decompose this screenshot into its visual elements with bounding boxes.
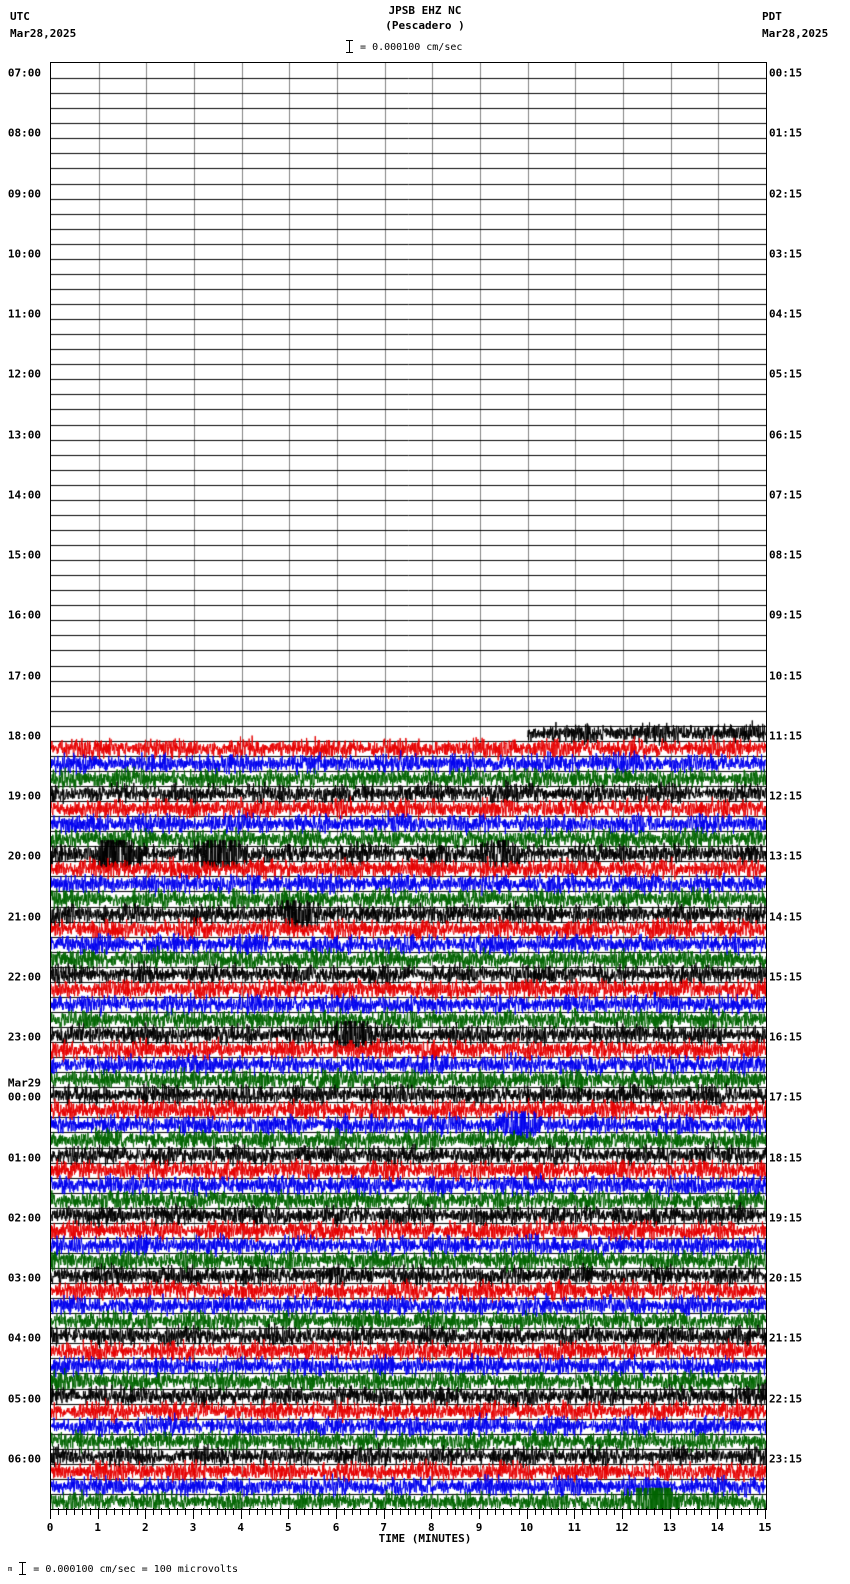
utc-hour-label: 17:00 (7, 669, 41, 682)
utc-hour-label: 03:00 (7, 1271, 41, 1285)
pdt-hour-label: 17:15 (769, 1090, 803, 1104)
x-axis-minor-tick (169, 1508, 170, 1515)
x-axis-minor-tick (280, 1508, 281, 1515)
x-axis-tick-label: 11 (567, 1521, 581, 1534)
x-axis-major-tick (50, 1508, 51, 1519)
x-axis-minor-tick (551, 1508, 552, 1515)
x-axis-tick-label: 15 (758, 1521, 772, 1534)
pdt-hour-label: 18:15 (769, 1151, 803, 1164)
x-axis-major-tick (431, 1508, 432, 1519)
x-axis-minor-tick (217, 1508, 218, 1515)
pdt-hour-label: 13:15 (769, 849, 803, 863)
x-axis-minor-tick (66, 1508, 67, 1515)
x-axis-minor-tick (272, 1508, 273, 1515)
utc-hour-label: 22:00 (7, 970, 41, 984)
x-axis-minor-tick (566, 1508, 567, 1515)
x-axis-minor-tick (296, 1508, 297, 1515)
x-axis-minor-tick (646, 1508, 647, 1515)
x-axis-major-tick (717, 1508, 718, 1519)
x-axis-minor-tick (415, 1508, 416, 1515)
x-axis-minor-tick (137, 1508, 138, 1515)
pdt-hour-label: 22:15 (769, 1392, 803, 1405)
x-axis-minor-tick (129, 1508, 130, 1515)
x-axis-minor-tick (408, 1508, 409, 1515)
x-axis-minor-tick (519, 1508, 520, 1515)
day-boundary-label: Mar29 (7, 1076, 41, 1090)
x-axis-tick-label: 14 (710, 1521, 724, 1534)
footer-scale-bar-icon (18, 1562, 27, 1575)
x-axis-minor-tick (709, 1508, 710, 1515)
pdt-hour-label: 23:15 (769, 1452, 803, 1466)
x-axis-minor-tick (511, 1508, 512, 1515)
x-axis-minor-tick (749, 1508, 750, 1515)
x-axis-minor-tick (447, 1508, 448, 1515)
x-axis-minor-tick (177, 1508, 178, 1515)
x-axis-major-tick (145, 1508, 146, 1519)
x-axis-minor-tick (304, 1508, 305, 1515)
x-axis-minor-tick (598, 1508, 599, 1515)
pdt-timezone-label: PDT (762, 10, 782, 23)
x-axis-minor-tick (455, 1508, 456, 1515)
utc-hour-label: 00:00 (7, 1090, 41, 1104)
pdt-hour-label: 11:15 (769, 729, 803, 743)
utc-hour-label: 06:00 (7, 1452, 41, 1466)
x-axis-tick-label: 9 (475, 1521, 483, 1534)
x-axis-minor-tick (733, 1508, 734, 1515)
x-axis-minor-tick (686, 1508, 687, 1515)
x-axis-minor-tick (725, 1508, 726, 1515)
x-axis-minor-tick (757, 1508, 758, 1515)
x-axis-tick-label: 0 (46, 1521, 54, 1534)
pdt-hour-label: 21:15 (769, 1331, 803, 1345)
x-axis-minor-tick (344, 1508, 345, 1515)
x-axis-minor-tick (694, 1508, 695, 1515)
x-axis-minor-tick (82, 1508, 83, 1515)
x-axis-major-tick (384, 1508, 385, 1519)
x-axis-minor-tick (590, 1508, 591, 1515)
x-axis-minor-tick (233, 1508, 234, 1515)
x-axis-major-tick (527, 1508, 528, 1519)
scale-bar-icon (345, 40, 354, 53)
x-axis-minor-tick (265, 1508, 266, 1515)
x-axis-minor-tick (153, 1508, 154, 1515)
utc-hour-label: 21:00 (7, 910, 41, 923)
utc-hour-label: 09:00 (7, 187, 41, 200)
x-axis-minor-tick (249, 1508, 250, 1515)
x-axis-major-tick (336, 1508, 337, 1519)
x-axis-minor-tick (360, 1508, 361, 1515)
utc-hour-label: 05:00 (7, 1392, 41, 1405)
x-axis-minor-tick (503, 1508, 504, 1515)
scale-legend-text: = 0.000100 cm/sec (360, 42, 463, 53)
x-axis-major-tick (241, 1508, 242, 1519)
seismic-traces (51, 63, 766, 1509)
x-axis-tick-label: 8 (428, 1521, 435, 1534)
x-axis-minor-tick (495, 1508, 496, 1515)
pdt-hour-label: 01:15 (769, 126, 803, 140)
x-axis-minor-tick (543, 1508, 544, 1515)
x-axis-major-tick (98, 1508, 99, 1519)
footer-prefix: m (8, 1565, 13, 1573)
footer-scale-text: = 0.000100 cm/sec = 100 microvolts (33, 1564, 238, 1575)
x-axis-minor-tick (654, 1508, 655, 1515)
pdt-time-axis-labels (769, 62, 849, 1508)
utc-hour-label: 13:00 (7, 428, 41, 441)
utc-hour-label: 20:00 (7, 849, 41, 863)
x-axis-minor-tick (122, 1508, 123, 1515)
x-axis-minor-tick (558, 1508, 559, 1515)
pdt-hour-label: 09:15 (769, 608, 803, 622)
utc-hour-label: 15:00 (7, 548, 41, 562)
x-axis-minor-tick (225, 1508, 226, 1515)
x-axis-minor-tick (582, 1508, 583, 1515)
x-axis-minor-tick (638, 1508, 639, 1515)
x-axis-minor-tick (678, 1508, 679, 1515)
x-axis-minor-tick (487, 1508, 488, 1515)
x-axis-minor-tick (209, 1508, 210, 1515)
x-axis-minor-tick (439, 1508, 440, 1515)
pdt-hour-label: 15:15 (769, 970, 803, 984)
x-axis-major-tick (622, 1508, 623, 1519)
x-axis-major-tick (193, 1508, 194, 1519)
utc-hour-label: 07:00 (7, 66, 41, 80)
x-axis-minor-tick (535, 1508, 536, 1515)
utc-hour-label: 16:00 (7, 608, 41, 622)
x-axis-minor-tick (471, 1508, 472, 1515)
x-axis-minor-tick (368, 1508, 369, 1515)
x-axis-tick-label: 6 (332, 1521, 340, 1534)
station-channel-label: JPSB EHZ NC (388, 4, 462, 17)
pdt-hour-label: 05:15 (769, 367, 803, 381)
x-axis-minor-tick (74, 1508, 75, 1515)
x-axis-tick-label: 7 (380, 1521, 387, 1534)
x-axis-minor-tick (106, 1508, 107, 1515)
x-axis-minor-tick (614, 1508, 615, 1515)
pdt-hour-label: 14:15 (769, 910, 803, 923)
station-location-label: (Pescadero ) (385, 19, 465, 32)
pdt-hour-label: 20:15 (769, 1271, 803, 1285)
utc-hour-label: 14:00 (7, 488, 41, 502)
utc-hour-label: 18:00 (7, 729, 41, 743)
x-axis-minor-tick (741, 1508, 742, 1515)
pdt-hour-label: 03:15 (769, 247, 803, 261)
x-axis-minor-tick (662, 1508, 663, 1515)
x-axis-minutes (46, 1508, 772, 1552)
x-axis-major-tick (670, 1508, 671, 1519)
x-axis-tick-label: 5 (285, 1521, 292, 1534)
x-axis-minor-tick (185, 1508, 186, 1515)
pdt-hour-label: 04:15 (769, 307, 803, 321)
x-axis-tick-label: 4 (237, 1521, 244, 1534)
footer-scale-note (8, 1562, 238, 1575)
pdt-hour-label: 12:15 (769, 789, 803, 803)
utc-hour-label: 10:00 (7, 247, 41, 261)
utc-hour-label: 04:00 (7, 1331, 41, 1345)
x-axis-tick-label: 3 (189, 1521, 197, 1534)
pdt-hour-label: 10:15 (769, 669, 803, 682)
header-station-block (0, 3, 850, 33)
x-axis-tick-label: 1 (94, 1521, 101, 1534)
helicorder-plot[interactable] (50, 62, 767, 1510)
x-axis-minor-tick (58, 1508, 59, 1515)
pdt-hour-label: 07:15 (769, 488, 803, 502)
x-axis-major-tick (288, 1508, 289, 1519)
pdt-hour-label: 16:15 (769, 1030, 803, 1044)
x-axis-minor-tick (400, 1508, 401, 1515)
utc-timezone-label: UTC (10, 10, 30, 23)
x-axis-minor-tick (161, 1508, 162, 1515)
utc-hour-label: 08:00 (7, 126, 41, 140)
pdt-hour-label: 02:15 (769, 187, 803, 200)
x-axis-minor-tick (352, 1508, 353, 1515)
utc-hour-label: 02:00 (7, 1211, 41, 1225)
x-axis-minor-tick (257, 1508, 258, 1515)
x-axis-minor-tick (320, 1508, 321, 1515)
x-axis-minor-tick (114, 1508, 115, 1515)
utc-date-label: Mar28,2025 (10, 27, 77, 40)
x-axis-tick-label: 12 (615, 1521, 629, 1534)
utc-hour-label: 11:00 (7, 307, 41, 321)
x-axis-major-tick (765, 1508, 766, 1519)
utc-hour-label: 19:00 (7, 789, 41, 803)
x-axis-tick-label: 10 (520, 1521, 534, 1534)
x-axis-minor-tick (463, 1508, 464, 1515)
x-axis-minor-tick (90, 1508, 91, 1515)
x-axis-minor-tick (201, 1508, 202, 1515)
utc-time-axis-labels (0, 62, 44, 1508)
x-axis-minor-tick (701, 1508, 702, 1515)
x-axis-major-tick (479, 1508, 480, 1519)
pdt-hour-label: 08:15 (769, 548, 803, 562)
pdt-hour-label: 19:15 (769, 1211, 803, 1225)
utc-hour-label: 12:00 (7, 367, 41, 381)
scale-legend (345, 40, 462, 54)
x-axis-minor-tick (392, 1508, 393, 1515)
x-axis-minor-tick (312, 1508, 313, 1515)
x-axis-minor-tick (328, 1508, 329, 1515)
x-axis-tick-label: 2 (142, 1521, 149, 1534)
x-axis-major-tick (574, 1508, 575, 1519)
pdt-hour-label: 00:15 (769, 66, 803, 80)
x-axis-minor-tick (630, 1508, 631, 1515)
x-axis-minor-tick (423, 1508, 424, 1515)
x-axis-tick-label: 13 (663, 1521, 677, 1534)
pdt-hour-label: 06:15 (769, 428, 803, 441)
x-axis-minor-tick (376, 1508, 377, 1515)
utc-hour-label: 01:00 (7, 1151, 41, 1164)
x-axis-minor-tick (606, 1508, 607, 1515)
pdt-date-label: Mar28,2025 (762, 27, 829, 40)
x-axis-title: TIME (MINUTES) (378, 1532, 472, 1545)
utc-hour-label: 23:00 (7, 1030, 41, 1044)
